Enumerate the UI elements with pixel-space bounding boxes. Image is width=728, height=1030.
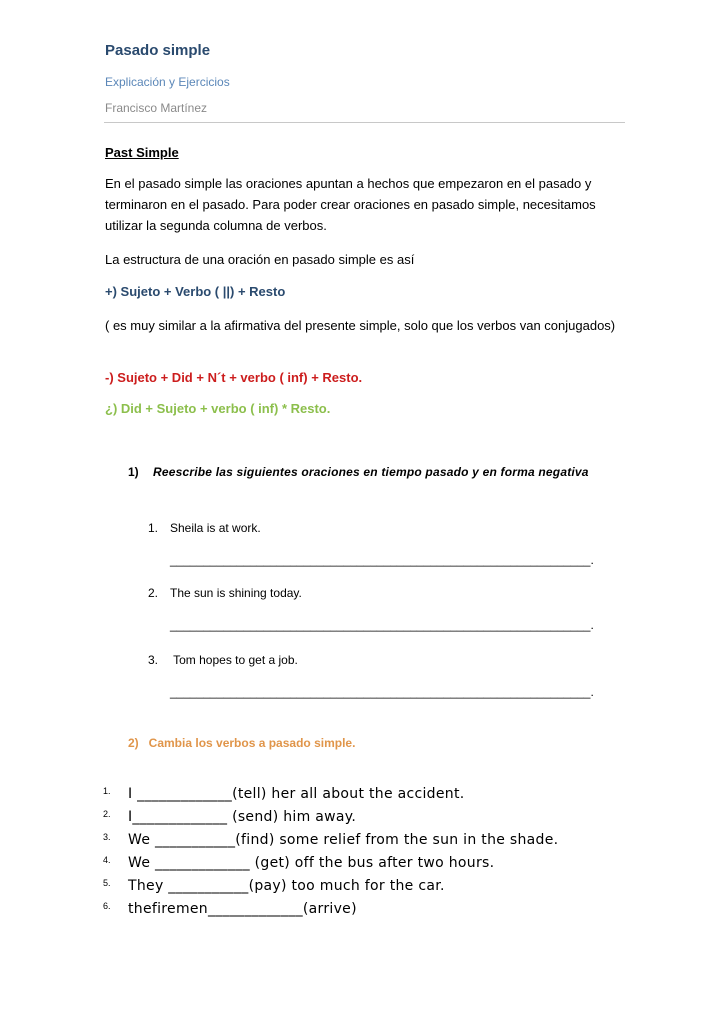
list-item[interactable]: I _____________(tell) her all about the accident. [128, 786, 465, 802]
affirmative-formula: +) Sujeto + Verbo ( ||) + Resto [105, 284, 286, 299]
list-item-number: 4. [103, 855, 111, 865]
note-paragraph: ( es muy similar a la afirmativa del presente simple, solo que los verbos van conjugados) [105, 318, 616, 333]
exercise1-item-text: Sheila is at work. [170, 521, 261, 535]
answer-line[interactable]: _______________________________________________________________. [170, 685, 594, 699]
list-item-number: 3. [103, 832, 111, 842]
exercise1-item-number: 2. [148, 586, 159, 600]
list-item[interactable]: We ___________(find) some relief from the sun in the shade. [128, 832, 559, 848]
list-item[interactable]: We _____________ (get) off the bus after two hours. [128, 855, 495, 871]
section-title: Past Simple [105, 145, 179, 160]
exercise1-title: Reescribe las siguientes oraciones en tiempo pasado y en forma negativa [153, 465, 589, 479]
document-title: Pasado simple [105, 42, 211, 59]
exercise1-item-number: 1. [148, 521, 159, 535]
list-item-number: 5. [103, 878, 111, 888]
answer-line[interactable]: _______________________________________________________________. [170, 618, 594, 632]
list-item-number: 6. [103, 901, 111, 911]
question-formula: ¿) Did + Sujeto + verbo ( inf) * Resto. [105, 401, 331, 416]
list-item[interactable]: They ___________(pay) too much for the car. [128, 878, 445, 894]
negative-formula: -) Sujeto + Did + N´t + verbo ( inf) + Resto. [105, 370, 363, 385]
list-item-number: 1. [103, 786, 111, 796]
header-divider [104, 122, 625, 123]
exercise1-item-number: 3. [148, 653, 159, 667]
exercise2-title: 2) Cambia los verbos a pasado simple. [128, 736, 356, 750]
exercise1-item-text: The sun is shining today. [170, 586, 302, 600]
document-author: Francisco Martínez [105, 101, 208, 115]
structure-paragraph: La estructura de una oración en pasado simple es así [105, 252, 415, 267]
intro-paragraph: En el pasado simple las oraciones apuntan a hechos que empezaron en el pasado y terminaron en el pasado. Para poder crear oraciones en pasado simple, necesitamos utilizar la segunda columna de verbos. [105, 176, 596, 233]
answer-line[interactable]: _______________________________________________________________. [170, 553, 594, 567]
list-item-number: 2. [103, 809, 111, 819]
list-item[interactable]: I_____________ (send) him away. [128, 809, 357, 825]
document-subtitle: Explicación y Ejercicios [105, 75, 230, 89]
exercise1-number: 1) [128, 465, 139, 479]
exercise1-item-text: Tom hopes to get a job. [170, 653, 298, 667]
list-item[interactable]: thefiremen_____________(arrive) [128, 901, 357, 917]
